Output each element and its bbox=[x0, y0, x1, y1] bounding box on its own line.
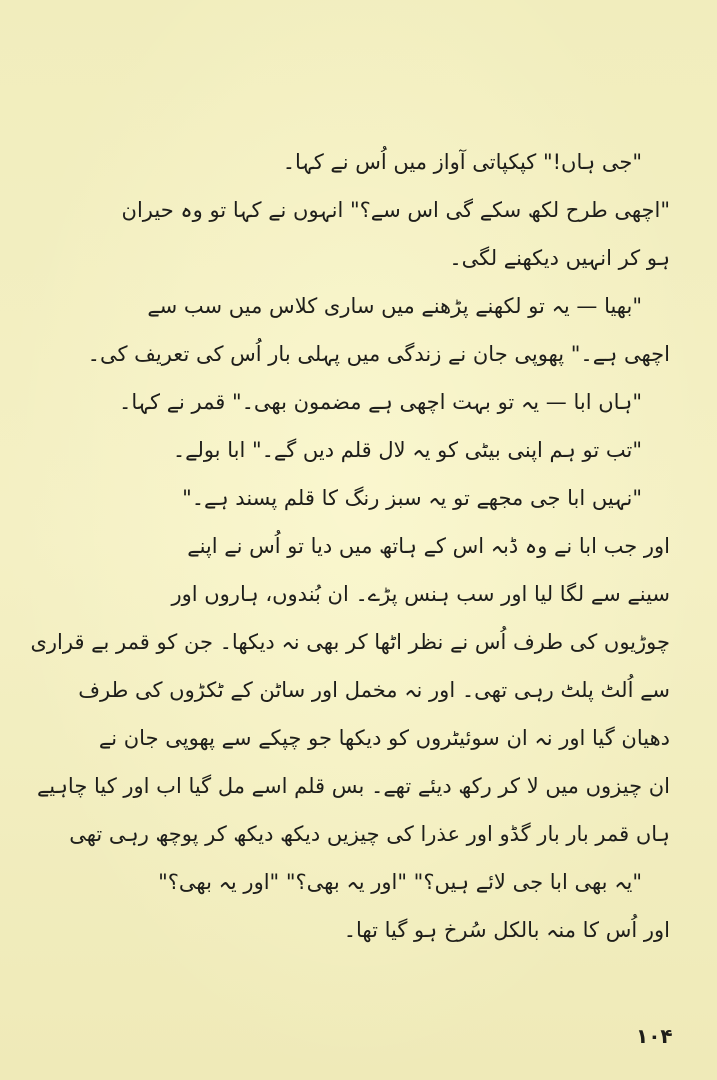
page-body-text bbox=[30, 138, 670, 954]
text-line-2: "اچھی طرح لکھ سکے گی اس سے؟" انہوں نے کہا تو وہ حیران bbox=[121, 198, 670, 222]
text-line-3: ہو کر انہیں دیکھنے لگی۔ bbox=[449, 246, 670, 270]
text-line-17: اور اُس کا منہ بالکل سُرخ ہو گیا تھا۔ bbox=[343, 918, 670, 942]
text-line-12: سے اُلٹ پلٹ رہی تھی۔ اور نہ مخمل اور ساٹن کے ٹکڑوں کی طرف bbox=[78, 678, 670, 702]
text-line-7: "تب تو ہم اپنی بیٹی کو یہ لال قلم دیں گے۔" ابا بولے۔ bbox=[172, 438, 642, 462]
text-line-10: سینے سے لگا لیا اور سب ہنس پڑے۔ ان بُندوں، ہاروں اور bbox=[171, 582, 670, 606]
text-line-8: "نہیں ابا جی مجھے تو یہ سبز رنگ کا قلم پسند ہے۔" bbox=[182, 486, 642, 510]
page-number: ۱۰۴ bbox=[636, 1024, 673, 1048]
text-line-9: اور جب ابا نے وہ ڈبہ اس کے ہاتھ میں دیا تو اُس نے اپنے bbox=[187, 534, 670, 558]
text-line-11: چوڑیوں کی طرف اُس نے نظر اٹھا کر بھی نہ دیکھا۔ جن کو قمر بے قراری bbox=[30, 630, 670, 654]
text-line-16: "یہ بھی ابا جی لائے ہیں؟" "اور یہ بھی؟" "اور یہ بھی؟" bbox=[158, 870, 642, 894]
text-line-15: ہاں قمر بار بار گڈو اور عذرا کی چیزیں دیکھ دیکھ کر پوچھ رہی تھی bbox=[69, 822, 670, 846]
text-line-4: "بھیا — یہ تو لکھنے پڑھنے میں ساری کلاس میں سب سے bbox=[147, 294, 642, 318]
text-line-5: اچھی ہے۔" پھوپی جان نے زندگی میں پہلی بار اُس کی تعریف کی۔ bbox=[87, 342, 670, 366]
text-line-14: ان چیزوں میں لا کر رکھ دیئے تھے۔ بس قلم اسے مل گیا اب اور کیا چاہیے bbox=[36, 774, 670, 798]
text-line-6: "ہاں ابا — یہ تو بہت اچھی ہے مضمون بھی۔" قمر نے کہا۔ bbox=[119, 390, 642, 414]
text-line-13: دھیان گیا اور نہ ان سوئیٹروں کو دیکھا جو چپکے سے پھوپی جان نے bbox=[98, 726, 670, 750]
text-line-1: "جی ہاں!" کپکپاتی آواز میں اُس نے کہا۔ bbox=[282, 150, 642, 174]
